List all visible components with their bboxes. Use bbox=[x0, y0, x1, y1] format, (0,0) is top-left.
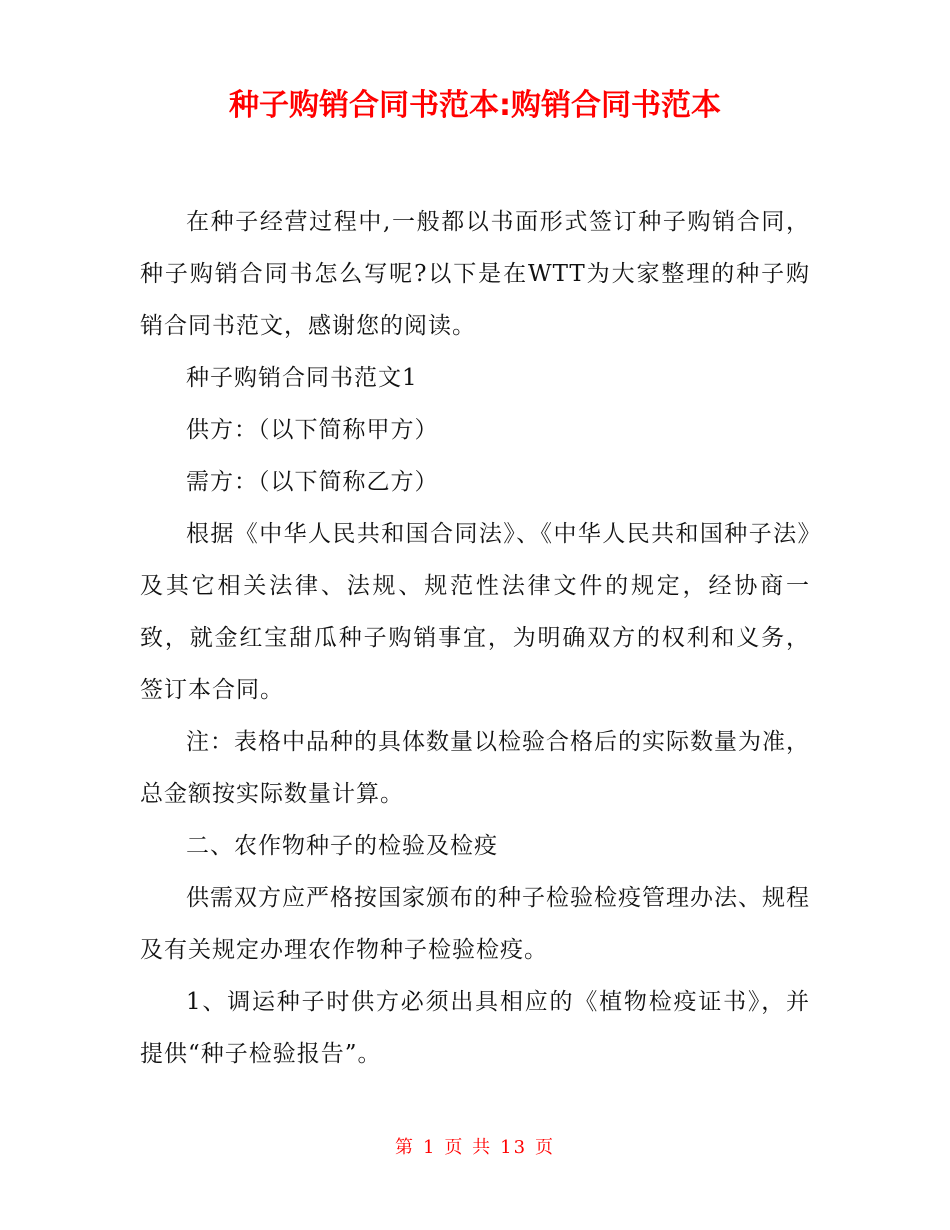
document-title: 种子购销合同书范本:购销合同书范本 bbox=[229, 88, 721, 123]
footer-suffix: 页 bbox=[535, 1137, 556, 1158]
page-footer bbox=[0, 1133, 950, 1159]
footer-page-number: 1 bbox=[422, 1137, 437, 1158]
paragraph-certificate: 1、调运种子时供方必须出具相应的《植物检疫证书》，并提供“种子检验报告”。 bbox=[140, 989, 810, 1067]
paragraph-sample-heading: 种子购销合同书范文1 bbox=[186, 365, 418, 391]
paragraph-inspection-rules: 供需双方应严格按国家颁布的种子检验检疫管理办法、规程及有关规定办理农作物种子检验检疫。 bbox=[140, 885, 810, 963]
paragraph-buyer: 需方：（以下简称乙方） bbox=[186, 469, 439, 495]
document-body bbox=[140, 196, 810, 1080]
paragraph-legal-basis: 根据《中华人民共和国合同法》、《中华人民共和国种子法》及其它相关法律、法规、规范性法律文件的规定，经协商一致，就金红宝甜瓜种子购销事宜，为明确双方的权利和义务，签订本合同。 bbox=[140, 521, 810, 703]
paragraph-note: 注：表格中品种的具体数量以检验合格后的实际数量为准，总金额按实际数量计算。 bbox=[140, 729, 810, 807]
footer-prefix: 第 bbox=[394, 1137, 415, 1158]
paragraph-intro: 在种子经营过程中,一般都以书面形式签订种子购销合同，种子购销合同书怎么写呢?以下是在WTT为大家整理的种子购销合同书范文，感谢您的阅读。 bbox=[140, 209, 810, 339]
paragraph-supplier: 供方：（以下简称甲方） bbox=[186, 417, 439, 443]
footer-total-pages: 13 bbox=[500, 1137, 528, 1158]
paragraph-section-two-heading: 二、农作物种子的检验及检疫 bbox=[186, 833, 498, 859]
footer-mid: 页 共 bbox=[444, 1137, 493, 1158]
